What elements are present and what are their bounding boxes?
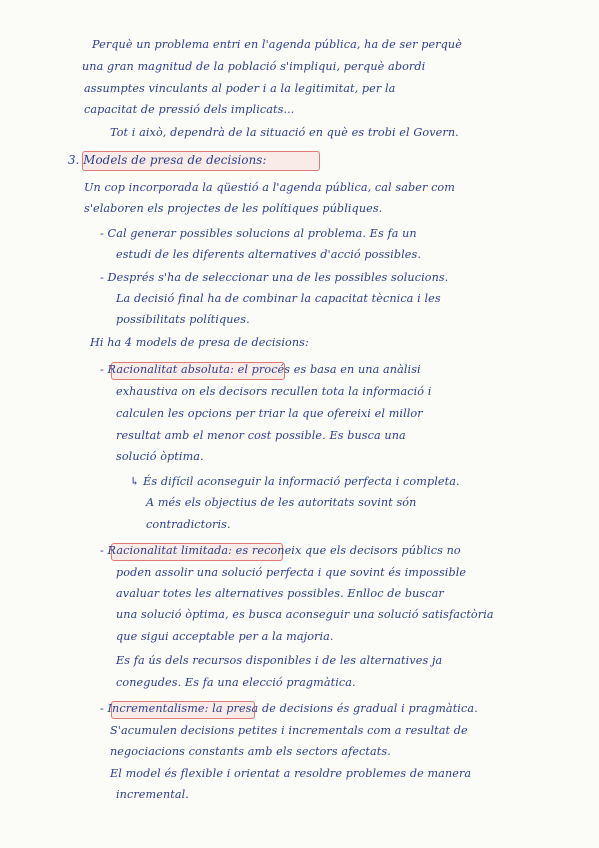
- text-line: ↳ És difícil aconseguir la informació perfecta i completa.: [130, 475, 460, 488]
- text-line: assumptes vinculants al poder i a la legitimitat, per la: [84, 82, 396, 95]
- text-line: Es fa ús dels recursos disponibles i de les alternatives ja: [116, 654, 443, 667]
- text-line: avaluar totes les alternatives possibles. Enlloc de buscar: [116, 587, 444, 600]
- bullet-line: - Cal generar possibles solucions al problema. Es fa un: [100, 227, 417, 240]
- text-line: Un cop incorporada la qüestió a l'agenda pública, cal saber com: [84, 181, 455, 194]
- text-line: una solució òptima, es busca aconseguir una solució satisfactòria: [116, 608, 494, 621]
- bleed-through-line: [90, 0, 510, 4]
- text-line: s'elaboren els projectes de les polítiques públiques.: [84, 202, 383, 215]
- text-line: Hi ha 4 models de presa de decisions:: [90, 336, 309, 349]
- text-line: conegudes. Es fa una elecció pragmàtica.: [116, 676, 356, 689]
- text-line: solució òptima.: [116, 450, 204, 463]
- text-line: estudi de les diferents alternatives d'acció possibles.: [116, 248, 421, 261]
- text-line: calculen les opcions per triar la que ofereixi el millor: [116, 407, 423, 420]
- text-line: possibilitats polítiques.: [116, 313, 250, 326]
- text-line: una gran magnitud de la població s'impliqui, perquè abordi: [82, 60, 426, 73]
- bullet-line: - Incrementalisme: la presa de decisions és gradual i pragmàtica.: [100, 702, 478, 715]
- text-line: capacitat de pressió dels implicats...: [84, 103, 295, 116]
- text-line: La decisió final ha de combinar la capacitat tècnica i les: [116, 292, 441, 305]
- text-line: negociacions constants amb els sectors afectats.: [110, 745, 391, 758]
- text-line: Perquè un problema entri en l'agenda pública, ha de ser perquè: [92, 38, 462, 51]
- text-line: S'acumulen decisions petites i incrementals com a resultat de: [110, 724, 468, 737]
- bullet-line: - Racionalitat absoluta: el procés es basa en una anàlisi: [100, 363, 421, 376]
- text-line: El model és flexible i orientat a resoldre problemes de manera: [110, 767, 472, 780]
- text-line: contradictoris.: [146, 518, 231, 531]
- text-line: incremental.: [116, 788, 189, 801]
- bullet-line: - Racionalitat limitada: es reconeix que els decisors públics no: [100, 544, 461, 557]
- text-line: resultat amb el menor cost possible. Es busca una: [116, 429, 406, 442]
- text-line: Tot i això, dependrà de la situació en què es trobi el Govern.: [110, 126, 459, 139]
- bullet-line: - Després s'ha de seleccionar una de les possibles solucions.: [100, 271, 449, 284]
- section-heading: 3. Models de presa de decisions:: [68, 153, 267, 167]
- text-line: que sigui acceptable per a la majoria.: [116, 630, 334, 643]
- text-line: A més els objectius de les autoritats sovint són: [146, 496, 417, 509]
- text-line: exhaustiva on els decisors recullen tota la informació i: [116, 385, 432, 398]
- text-line: poden assolir una solució perfecta i que sovint és impossible: [116, 566, 467, 579]
